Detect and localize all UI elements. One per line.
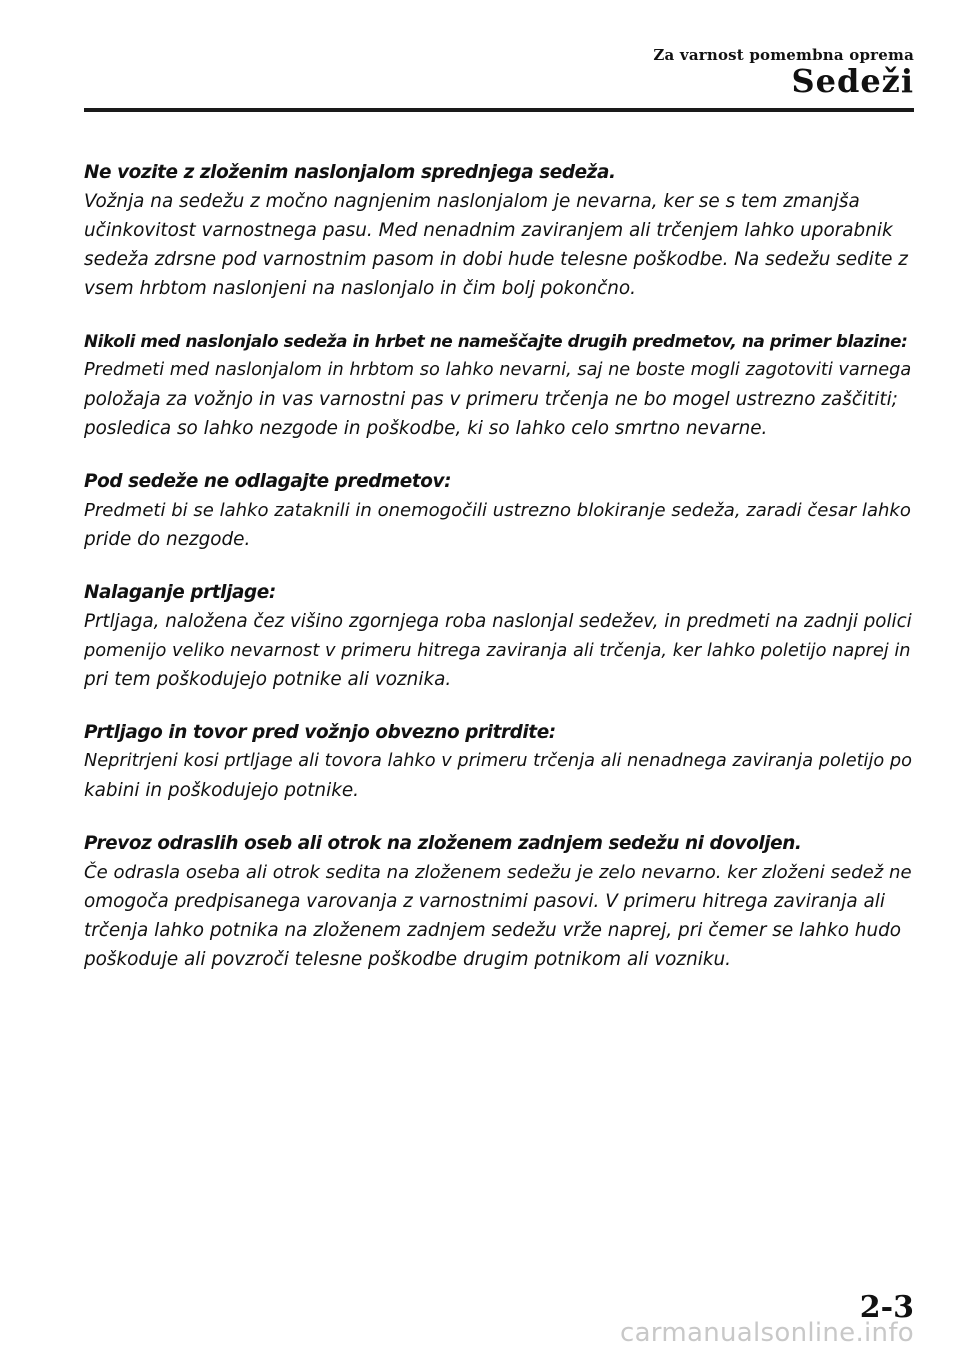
warning-heading: Prevoz odraslih oseb ali otrok na zloženem zadnjem sedežu ni dovoljen. [84, 833, 802, 854]
warning-text-line: Če odrasla oseba ali otrok sedita na zloženem sedežu je zelo nevarno. ker zloženi sedež ne [84, 862, 912, 883]
warning-text-line: vsem hrbtom naslonjeni na naslonjalo in čim bolj pokončno. [84, 278, 637, 299]
page-number: 2-3 [859, 1290, 914, 1325]
warning-text-line: sedeža zdrsne pod varnostnim pasom in dobi hude telesne poškodbe. Na sedežu sedite z [84, 249, 908, 270]
section-header-subtitle: Za varnost pomembna oprema [653, 46, 914, 64]
warning-block-folded-front-seat [84, 158, 916, 303]
warning-text-line: kabini in poškodujejo potnike. [84, 780, 360, 801]
warning-heading: Ne vozite z zloženim naslonjalom sprednjega sedeža. [84, 162, 616, 183]
warning-block-secure-cargo [84, 718, 916, 805]
warning-text-line: pri tem poškodujejo potnike ali voznika. [84, 669, 452, 690]
warning-text-line: Predmeti bi se lahko zataknili in onemogočili ustrezno blokiranje sedeža, zaradi česar lahko [84, 500, 911, 521]
warning-text-line: Vožnja na sedežu z močno nagnjenim naslonjalom je nevarna, ker se s tem zmanjša [84, 191, 860, 212]
warning-heading: Nikoli med naslonjalo sedeža in hrbet ne nameščajte drugih predmetov, na primer blazine: [84, 331, 908, 351]
warning-text-line: posledica so lahko nezgode in poškodbe, ki so lahko celo smrtno nevarne. [84, 418, 768, 439]
warning-text-line: omogoča predpisanega varovanja z varnostnimi pasovi. V primeru hitrega zaviranja ali [84, 891, 886, 912]
warning-block-objects-behind-back [84, 327, 916, 443]
warning-block-objects-under-seats [84, 467, 916, 554]
warning-content [84, 158, 916, 998]
warning-text-line: Prtljaga, naložena čez višino zgornjega roba naslonjal sedežev, in predmeti na zadnji polici [84, 611, 912, 632]
warning-text-line: pomenijo veliko nevarnost v primeru hitrega zaviranja ali trčenja, ker lahko poletijo naprej in [84, 640, 911, 661]
watermark: carmanualsonline.info [619, 1318, 914, 1348]
warning-heading: Prtljago in tovor pred vožnjo obvezno pritrdite: [84, 722, 556, 743]
warning-text-line: trčenja lahko potnika na zloženem zadnjem sedežu vrže naprej, pri čemer se lahko hudo [84, 920, 902, 941]
header-divider [84, 108, 914, 112]
warning-heading: Nalaganje prtljage: [84, 582, 276, 603]
warning-block-loading-luggage [84, 578, 916, 694]
warning-block-folded-rear-seat [84, 829, 916, 974]
warning-text-line: Predmeti med naslonjalom in hrbtom so lahko nevarni, saj ne boste mogli zagotoviti varnega [84, 360, 912, 380]
page-title: Sedeži [791, 62, 914, 100]
warning-text-line: Nepritrjeni kosi prtljage ali tovora lahko v primeru trčenja ali nenadnega zaviranja poletijo po [84, 751, 912, 771]
warning-text-line: učinkovitost varnostnega pasu. Med nenadnim zaviranjem ali trčenjem lahko uporabnik [84, 220, 893, 241]
warning-text-line: položaja za vožnjo in vas varnostni pas v primeru trčenja ne bo mogel ustrezno zaščititi; [84, 389, 898, 410]
warning-text-line: pride do nezgode. [84, 529, 251, 550]
warning-heading: Pod sedeže ne odlagajte predmetov: [84, 471, 452, 492]
warning-text-line: poškoduje ali povzroči telesne poškodbe drugim potnikom ali vozniku. [84, 949, 731, 970]
